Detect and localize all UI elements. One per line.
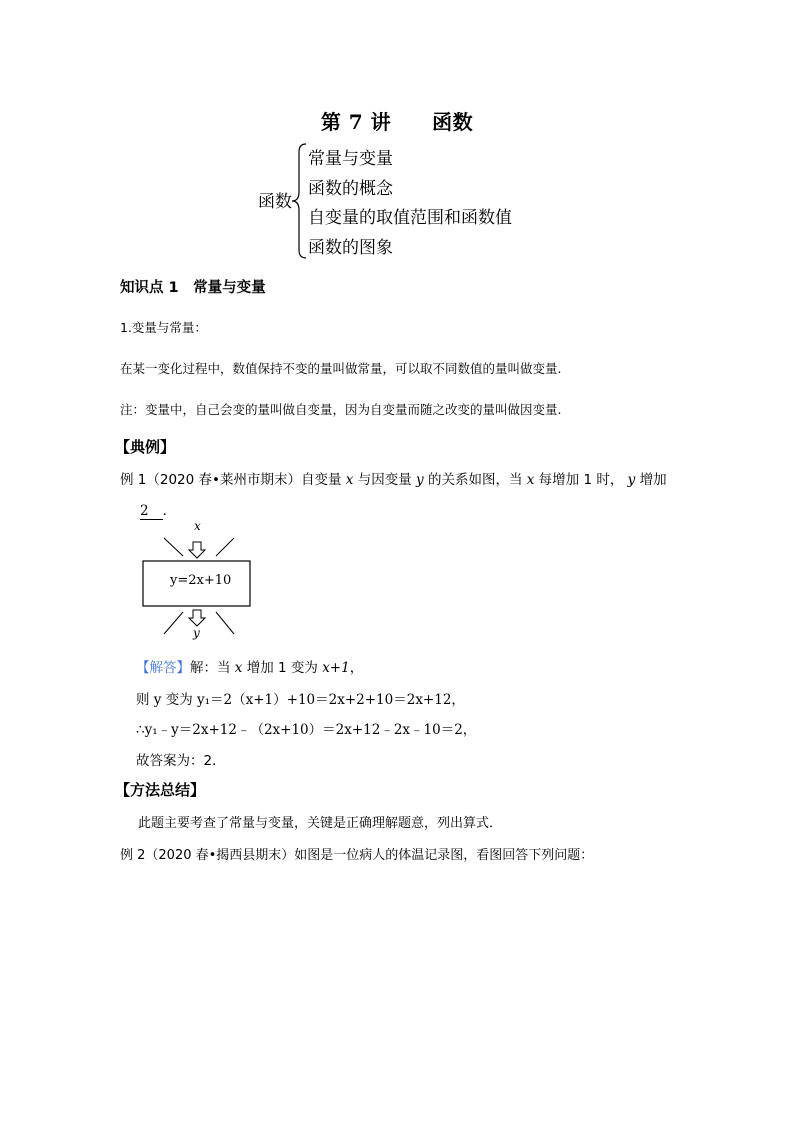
diagram-output-label: y: [193, 626, 200, 640]
solution-line-4: 故答案为：2．: [136, 753, 226, 769]
example1-prefix: 例 1（2020 春•莱州市期末）自变量: [120, 472, 342, 488]
solution-line1-b: 增加 1 变为: [246, 660, 318, 676]
var-x: x: [345, 472, 354, 488]
example1-question: [120, 468, 667, 488]
example1-mid3: 每增加 1 时，: [538, 472, 624, 488]
solution-line-2: 则 y 变为 y₁＝2（x+1）+10＝2x+2+10＝2x+12，: [136, 692, 465, 708]
lesson-title: 第 7 讲 函数: [320, 110, 474, 134]
method-text: 此题主要考查了常量与变量，关键是正确理解题意，列出算式．: [138, 816, 503, 831]
example1-suffix: 增加: [639, 472, 667, 488]
solution-line1-c: x+1: [322, 660, 350, 676]
solution-line1-a: 解：当: [190, 660, 231, 676]
outline-item-graph: 函数的图象: [308, 238, 393, 258]
item-label: 1.变量与常量：: [120, 320, 207, 335]
outline-item-domain: 自变量的取值范围和函数值: [308, 208, 512, 228]
example2-question: 例 2（2020 春•揭西县期末）如图是一位病人的体温记录图，看图回答下列问题：: [120, 848, 594, 863]
outline-item-concept: 函数的概念: [308, 179, 393, 199]
example1-mid1: 与因变量: [357, 472, 412, 488]
solution-line-3: ∴y₁﹣y＝2x+12﹣（2x+10）＝2x+12﹣2x﹣10＝2，: [136, 722, 477, 738]
outline-root-label: 函数: [258, 192, 292, 212]
example-header: 【典例】: [115, 438, 176, 456]
section-heading: 知识点 1 常量与变量: [120, 280, 266, 296]
outline-brace-icon: [290, 142, 310, 260]
solution-line1-x: x: [234, 660, 243, 676]
definition-text: 在某一变化过程中，数值保持不变的量叫做常量，可以取不同数值的量叫做变量.: [120, 361, 562, 376]
answer-end: ．: [162, 503, 177, 519]
method-header: 【方法总结】: [115, 781, 206, 799]
solution-tag: 【解答】: [136, 660, 190, 676]
var-y2: y: [627, 472, 636, 488]
answer-blank: 2: [140, 503, 163, 520]
example1-answer-line: [140, 499, 176, 520]
example1-mid2: 的关系如图，当: [427, 472, 523, 488]
diagram-input-label: x: [194, 519, 201, 533]
var-x2: x: [526, 472, 535, 488]
var-y: y: [416, 472, 424, 488]
diagram-formula: y=2x+10: [170, 573, 232, 588]
outline-item-constants: 常量与变量: [308, 149, 393, 169]
solution-line1-d: ，: [349, 660, 364, 676]
solution-line-1: [136, 656, 363, 676]
note-text: 注：变量中，自己会变的量叫做自变量，因为自变量而随之改变的量叫做因变量.: [120, 402, 562, 417]
